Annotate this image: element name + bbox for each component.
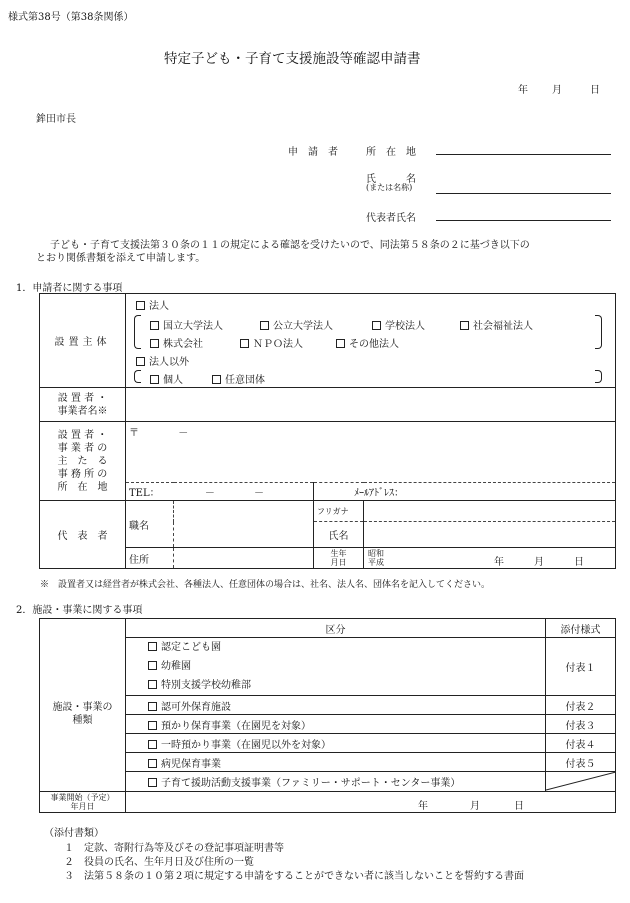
founder-label: 設置主体: [40, 294, 126, 388]
attachment-item: １ 定款、寄附行為等及びその登記事項証明書等: [64, 843, 284, 854]
checkbox-icon: [372, 321, 381, 330]
checkbox-icon: [150, 321, 159, 330]
position-field[interactable]: [174, 501, 314, 548]
intro-line-2: とおり関係書類を添えて申請します。: [36, 253, 206, 264]
checkbox-icon: [148, 759, 157, 768]
option-voluntary-group[interactable]: 任意団体: [212, 371, 265, 386]
item-temporary-care[interactable]: 一時預かり事業（在園児以外を対象）: [126, 734, 546, 753]
option-school-corporation[interactable]: 学校法人: [372, 317, 425, 332]
birthdate-field[interactable]: [364, 548, 616, 569]
applicant-address-label: 所 在 地: [366, 147, 416, 158]
rep-name-label: 氏名: [314, 522, 364, 548]
checkbox-icon: [148, 721, 157, 730]
start-year-label: 年: [418, 801, 428, 812]
section1-note: ※ 設置者又は経営者が株式会社、各種法人、任意団体の場合は、社名、法人名、団体名を記入してください。: [40, 580, 491, 590]
facility-type-label: 施設・事業の 種類: [40, 638, 126, 792]
section1-heading: 1．申請者に関する事項: [16, 283, 123, 294]
start-date-field[interactable]: [126, 792, 616, 813]
checkbox-icon: [260, 321, 269, 330]
col-form-header: 添付様式: [546, 619, 616, 638]
attachment-item: ３ 法第５８条の１０第２項に規定する申請をすることができない者に該当しないことを誓約する書面: [64, 871, 524, 882]
checkbox-icon: [148, 661, 157, 670]
date-year-label: 年: [518, 85, 528, 96]
attachments-heading: （添付書類）: [44, 828, 104, 839]
form-1: 付表１: [546, 638, 616, 696]
checkbox-icon: [240, 339, 249, 348]
option-stock-company[interactable]: 株式会社: [150, 335, 203, 350]
representative-name-label: 代表者氏名: [366, 213, 416, 224]
start-day-label: 日: [514, 801, 524, 812]
right-bracket-icon: [595, 370, 602, 383]
applicant-name-label: 氏 名: [366, 174, 416, 185]
furigana-field[interactable]: [364, 501, 616, 522]
operator-name-field[interactable]: [126, 388, 616, 422]
applicant-address-field[interactable]: [436, 154, 611, 155]
checkbox-icon: [148, 740, 157, 749]
office-address-field[interactable]: [126, 422, 616, 483]
section2-heading: 2．施設・事業に関する事項: [16, 605, 143, 616]
form-4: 付表４: [546, 734, 616, 753]
applicant-name-sublabel: (または名称): [366, 183, 413, 192]
item-family-support[interactable]: 子育て援助活動支援事業（ファミリー・サポート・センター事業）: [126, 772, 546, 792]
addressee: 鉾田市長: [36, 114, 76, 125]
birthdate-label: 生年 月日: [314, 548, 364, 569]
checkbox-icon: [336, 339, 345, 348]
rep-address-label: 住所: [126, 548, 174, 569]
option-individual[interactable]: 個人: [150, 371, 183, 386]
birth-month-label: 月: [534, 557, 544, 568]
option-npo[interactable]: ＮＰＯ法人: [240, 335, 303, 350]
item-sick-child-care[interactable]: 病児保育事業: [126, 753, 546, 772]
checkbox-icon: [136, 301, 145, 310]
intro-line-1: 子ども・子育て支援法第３０条の１１の規定による確認を受けたいので、同法第５８条の２に基づき以下の: [50, 240, 530, 251]
position-label: 職名: [126, 501, 174, 548]
rep-address-field[interactable]: [174, 548, 314, 569]
applicant-label: 申 請 者: [288, 147, 338, 158]
era-options: 昭和 平成: [368, 549, 384, 567]
item-extended-care[interactable]: 預かり保育事業（在園児を対象）: [126, 715, 546, 734]
option-social-welfare[interactable]: 社会福祉法人: [460, 317, 533, 332]
applicant-name-field[interactable]: [436, 193, 611, 194]
mail-field[interactable]: ﾒｰﾙｱﾄﾞﾚｽ：: [314, 483, 616, 501]
col-category-header: 区分: [126, 619, 546, 638]
office-address-label: 設 置 者 ・ 事 業 者 の 主 た る 事 務 所 の 所 在 地: [40, 422, 126, 501]
birth-year-label: 年: [494, 557, 504, 568]
item-certified-center[interactable]: 認定こども園: [148, 638, 542, 657]
checkbox-icon: [148, 680, 157, 689]
representative-label: 代 表 者: [40, 501, 126, 569]
operator-name-label: 設 置 者 ・ 事業者名※: [40, 388, 126, 422]
checkbox-icon: [150, 339, 159, 348]
non-corporation-checkbox[interactable]: 法人以外: [136, 353, 189, 368]
start-month-label: 月: [470, 801, 480, 812]
corporation-checkbox[interactable]: 法人: [136, 297, 169, 312]
date-day-label: 日: [590, 85, 600, 96]
facility-table: [39, 618, 616, 813]
form-none: [546, 772, 616, 792]
form-3: 付表３: [546, 715, 616, 734]
item-special-support-kindergarten[interactable]: 特別支援学校幼稚部: [148, 676, 542, 695]
form-2: 付表２: [546, 696, 616, 715]
item-kindergarten[interactable]: 幼稚園: [148, 657, 542, 676]
postal-dash: －: [178, 428, 189, 439]
page-title: 特定子ども・子育て支援施設等確認申請書: [164, 51, 421, 67]
item-unlicensed-nursery[interactable]: 認可外保育施設: [126, 696, 546, 715]
checkbox-icon: [148, 778, 157, 787]
form-number: 様式第38号（第38条関係）: [8, 12, 134, 23]
checkbox-icon: [150, 375, 159, 384]
option-public-university[interactable]: 公立大学法人: [260, 317, 333, 332]
kindergarten-group: [126, 638, 546, 696]
checkbox-icon: [148, 702, 157, 711]
founder-options: [126, 294, 616, 388]
diagonal-line-icon: [546, 772, 616, 791]
left-bracket-icon: [134, 315, 141, 349]
option-other-corporation[interactable]: その他法人: [336, 335, 399, 350]
checkbox-icon: [136, 357, 145, 366]
representative-name-field[interactable]: [436, 220, 611, 221]
birth-day-label: 日: [574, 557, 584, 568]
rep-name-field[interactable]: [364, 522, 616, 548]
date-month-label: 月: [552, 85, 562, 96]
tel-field[interactable]: TEL： － －: [126, 483, 314, 501]
start-date-label: 事業開始（予定） 年月日: [40, 792, 126, 813]
checkbox-icon: [460, 321, 469, 330]
checkbox-icon: [148, 642, 157, 651]
applicant-table: [39, 293, 616, 569]
left-bracket-icon: [134, 370, 141, 383]
right-bracket-icon: [595, 315, 602, 349]
postal-mark: 〒: [129, 428, 139, 439]
attachment-item: ２ 役員の氏名、生年月日及び住所の一覧: [64, 857, 254, 868]
form-5: 付表５: [546, 753, 616, 772]
furigana-label: フリガナ: [314, 501, 364, 522]
option-national-university[interactable]: 国立大学法人: [150, 317, 223, 332]
checkbox-icon: [212, 375, 221, 384]
